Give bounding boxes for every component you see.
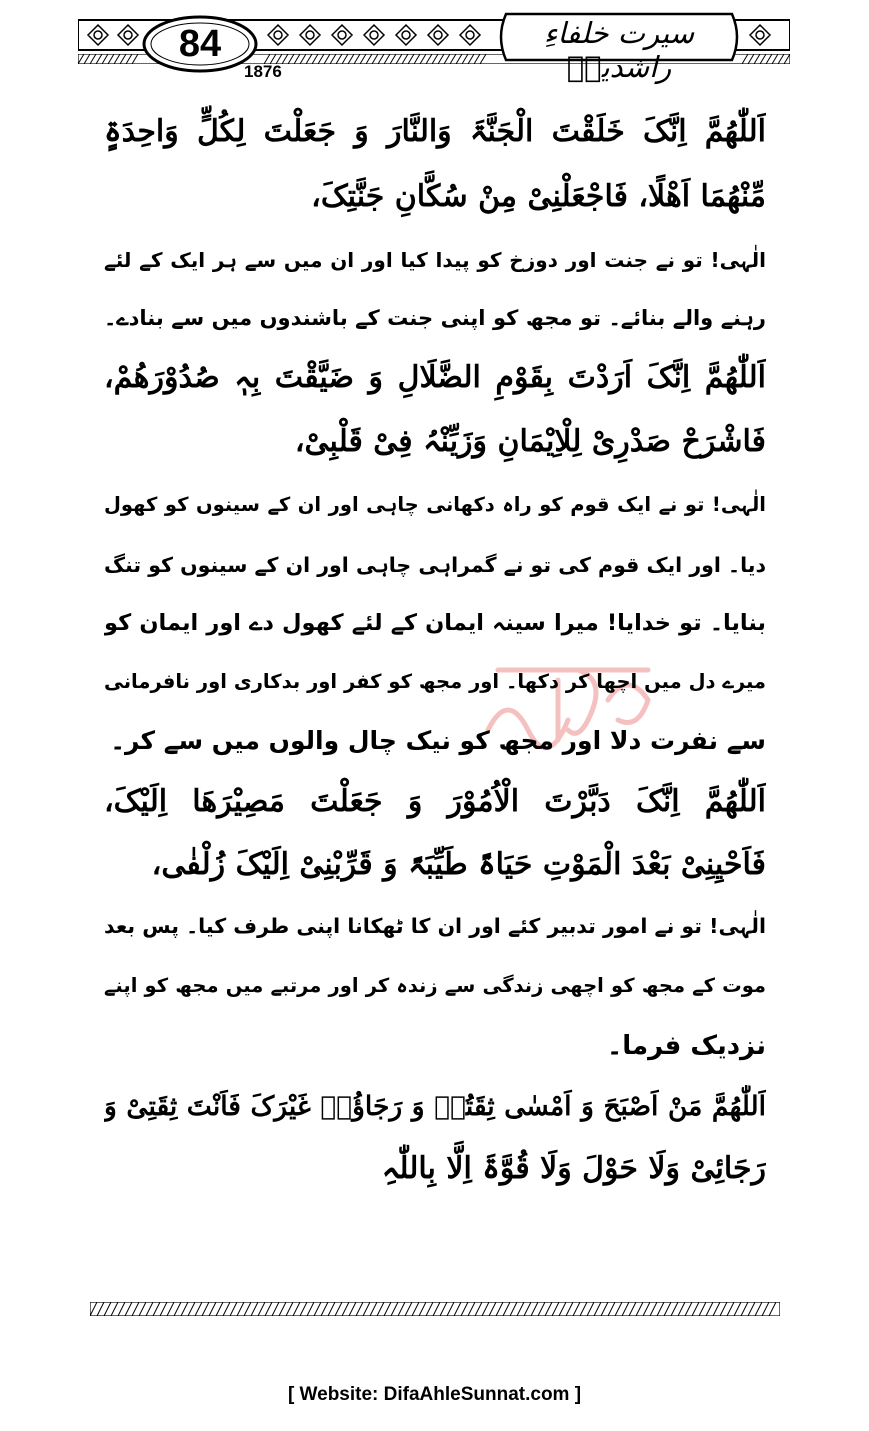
arabic-dua-line: اَللّٰھُمَّ اِنَّکَ خَلَقْتَ الْجَنَّۃَ وَالنَّارَ وَ جَعَلْتَ لِکُلٍّ وَاحِدَۃٍ	[104, 114, 766, 149]
arabic-dua-line: اَللّٰھُمَّ اِنَّکَ دَبَّرْتَ الْاُمُوْرَ وَ جَعَلْتَ مَصِیْرَھَا اِلَیْکَ،	[104, 784, 766, 819]
arabic-dua-line: رَجَائِیْ وَلَا حَوْلَ وَلَا قُوَّۃَ اِلَّا بِاللّٰہِ	[381, 1151, 766, 1186]
book-title: سیرت خلفاءِ راشدینؓ	[543, 16, 695, 84]
urdu-translation-line: بنایا۔ تو خدایا! میرا سینہ ایمان کے لئے کھول دے اور ایمان کو	[104, 610, 766, 636]
arabic-dua-line: فَاَحْیِنِیْ بَعْدَ الْمَوْتِ حَیَاۃً طَیِّبَۃً وَ قَرِّبْنِیْ اِلَیْکَ زُلْفٰی،	[151, 847, 766, 882]
urdu-translation-line: موت کے مجھ کو اچھی زندگی سے زندہ کر اور مرتبے میں مجھ کو اپنے	[104, 974, 766, 997]
urdu-translation-line: رہنے والے بنائے۔ تو مجھ کو اپنی جنت کے باشندوں میں سے بنادے۔	[104, 306, 766, 330]
arabic-dua-line: اَللّٰھُمَّ مَنْ اَصْبَحَ وَ اَمْسٰی ثِقَتُہٗ وَ رَجَاؤُہٗ غَیْرَکَ فَاَنْتَ ثِقَتِیْ وَ	[104, 1091, 766, 1122]
arabic-dua-line: اَللّٰھُمَّ اِنَّکَ اَرَدْتَ بِقَوْمِ الضَّلَالِ وَ ضَیَّقْتَ بِہٖ صُدُوْرَھُمْ،	[104, 360, 766, 395]
footer-rope-border	[90, 1302, 780, 1316]
serial-number: 1876	[244, 62, 282, 81]
page-number: 84	[178, 23, 222, 65]
urdu-translation-line: سے نفرت دلا اور مجھ کو نیک چال والوں میں سے کر۔	[110, 726, 766, 755]
urdu-translation-line: الٰہی! تو نے جنت اور دوزخ کو پیدا کیا اور ان میں سے ہر ایک کے لئے	[104, 248, 766, 272]
urdu-translation-line: دیا۔ اور ایک قوم کی تو نے گمراہی چاہی اور ان کے سینوں کو تنگ	[104, 553, 766, 577]
page-header	[78, 8, 790, 84]
arabic-dua-line: مِّنْھُمَا اَھْلًا، فَاجْعَلْنِیْ مِنْ سُکَّانِ جَنَّتِکَ،	[311, 179, 766, 214]
urdu-translation-line: الٰہی! تو نے امور تدبیر کئے اور ان کا ٹھکانا اپنی طرف کیا۔ پس بعد	[104, 914, 766, 938]
urdu-translation-line: نزدیک فرما۔	[606, 1031, 766, 1061]
page-body	[104, 100, 766, 1200]
urdu-translation-line: الٰہی! تو نے ایک قوم کو راہ دکھانی چاہی اور ان کے سینوں کو کھول	[104, 493, 766, 516]
arabic-dua-line: فَاشْرَحْ صَدْرِیْ لِلْاِیْمَانِ وَزَیِّنْہُ فِیْ قَلْبِیْ،	[294, 424, 766, 459]
website-footer: [ Website: DifaAhleSunnat.com ]	[287, 1384, 582, 1405]
urdu-translation-line: میرے دل میں اچھا کر دکھا۔ اور مجھ کو کفر اور بدکاری اور نافرمانی	[104, 670, 766, 693]
